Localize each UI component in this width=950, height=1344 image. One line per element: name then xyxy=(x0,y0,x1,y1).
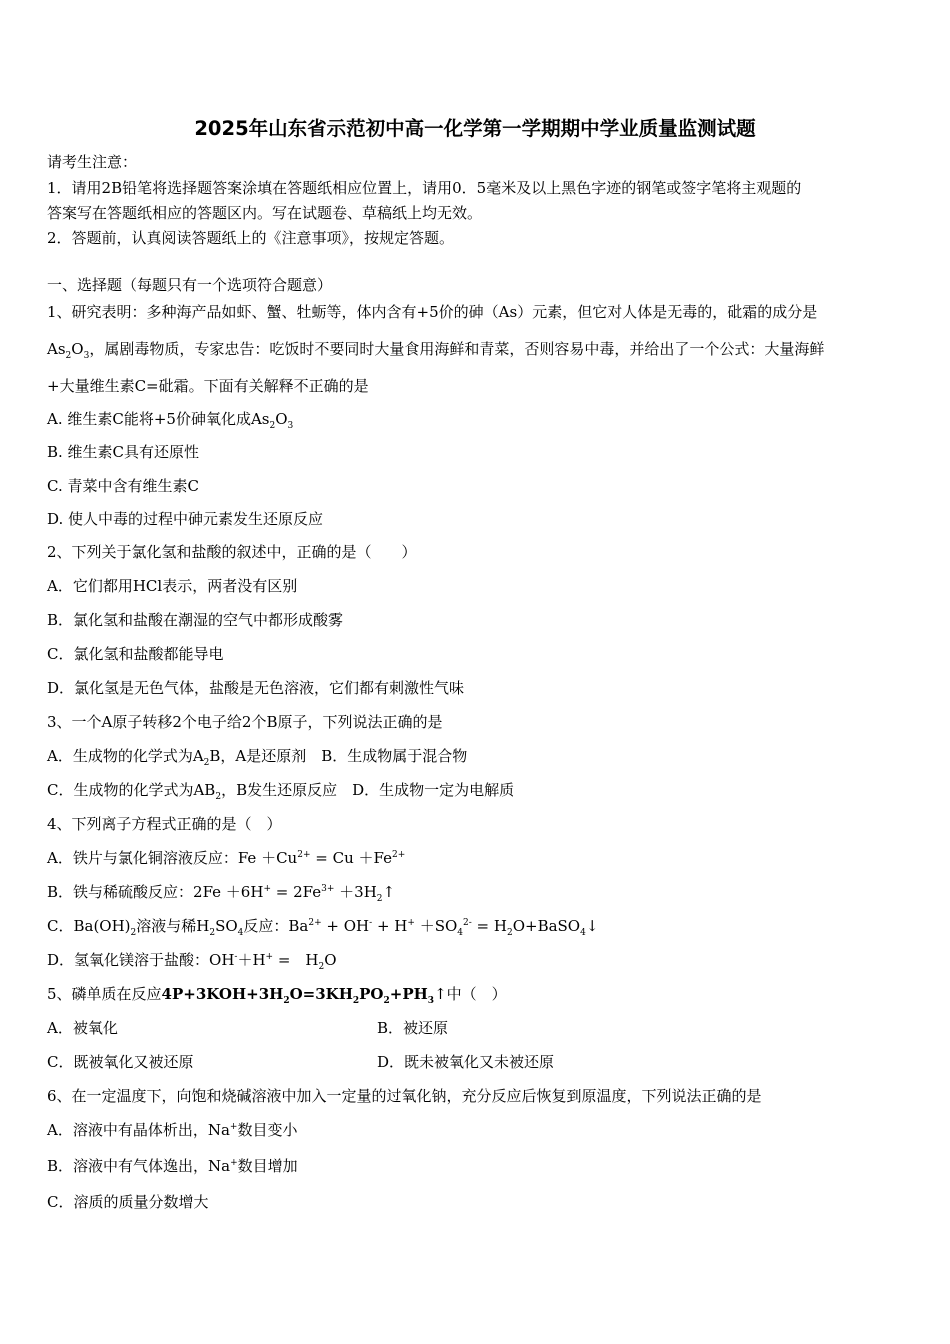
q1-option-d: D. 使人中毒的过程中砷元素发生还原反应 xyxy=(47,510,324,528)
notice-item-1b: 答案写在答题纸相应的答题区内。写在试题卷、草稿纸上均无效。 xyxy=(47,204,483,222)
q2-option-d: D．氯化氢是无色气体，盐酸是无色溶液，它们都有刺激性气味 xyxy=(47,679,465,697)
q6-stem: 6、在一定温度下，向饱和烧碱溶液中加入一定量的过氧化钠，充分反应后恢复到原温度，下列说法正确的是 xyxy=(47,1087,762,1105)
q2-option-a: A．它们都用HCl表示，两者没有区别 xyxy=(47,577,298,595)
page-title: 2025年山东省示范初中高一化学第一学期期中学业质量监测试题 xyxy=(194,117,756,140)
q2-stem: 2、下列关于氯化氢和盐酸的叙述中，正确的是（ ） xyxy=(47,543,417,561)
notice-item-2: 2．答题前，认真阅读答题纸上的《注意事项》，按规定答题。 xyxy=(47,229,455,247)
q2-option-b: B．氯化氢和盐酸在潮湿的空气中都形成酸雾 xyxy=(47,611,344,629)
q4-option-c: C．$Ba(OH)_2$溶液与稀$H_2SO_4$反应：$Ba^{2+} + OH^- + H^+ +SO_4^{2-}$ = $H_2O+BaSO_4↓$ xyxy=(47,917,599,938)
notice-item-1a: 1．请用2B铅笔将选择题答案涂填在答题纸相应位置上，请用0．5毫米及以上黑色字迹的钢笔或签字笔将主观题的 xyxy=(47,179,802,197)
q1-option-b: B. 维生素C具有还原性 xyxy=(47,443,200,461)
q6-option-a: A．溶液中有晶体析出，Na+数目变小 xyxy=(47,1121,298,1139)
q1-option-c: C. 青菜中含有维生素C xyxy=(47,477,199,495)
q4-option-b: B．铁与稀硫酸反应：$2Fe +6H^+ = 2Fe^{3+}$ $+3H_2↑$ xyxy=(47,883,396,904)
q1-stem-line3: +大量维生素C=砒霜。下面有关解释不正确的是 xyxy=(47,377,369,395)
section-heading: 一、选择题（每题只有一个选项符合题意） xyxy=(47,276,333,294)
q5-option-b: B．被还原 xyxy=(377,1019,449,1037)
notice-heading: 请考生注意： xyxy=(47,153,138,171)
q4-stem: 4、下列离子方程式正确的是（ ） xyxy=(47,815,282,833)
q2-option-c: C．氯化氢和盐酸都能导电 xyxy=(47,645,224,663)
q5-option-d: D．既未被氧化又未被还原 xyxy=(377,1053,555,1071)
q4-option-a: A．铁片与氯化铜溶液反应：$Fe +Cu^{2+} = Cu +Fe^{2+}$ xyxy=(47,849,406,867)
q5-equation: $4P+3KOH+3H_2O=3KH_2PO_2+PH_3$ xyxy=(161,985,435,1006)
q6-option-b: B．溶液中有气体逸出，Na+数目增加 xyxy=(47,1157,298,1175)
q4-option-d: D．氢氧化镁溶于盐酸：OH-＋H+ = $H_2O$ xyxy=(47,951,337,972)
q6-option-c: C．溶质的质量分数增大 xyxy=(47,1193,209,1211)
q5-stem: 5、磷单质在反应$4P+3KOH+3H_2O=3KH_2PO_2+PH_3↑$中（ ） xyxy=(47,985,507,1006)
q1-option-a: A. 维生素C能将+5价砷氧化成$As_2O_3$ xyxy=(47,410,294,431)
q5-option-a: A．被氧化 xyxy=(47,1019,118,1037)
q5-option-c: C．既被氧化又被还原 xyxy=(47,1053,194,1071)
q3-stem: 3、一个A原子转移2个电子给2个B原子，下列说法正确的是 xyxy=(47,713,443,731)
q3-options-cd: C．生成物的化学式为$AB_2$，B发生还原反应 D．生成物一定为电解质 xyxy=(47,781,515,802)
q1-stem-line1: 1、研究表明：多种海产品如虾、蟹、牡蛎等，体内含有+5价的砷（As）元素，但它对人体是无毒的，砒霜的成分是 xyxy=(47,303,818,321)
q1-stem-line2: $As_2O_3$，属剧毒物质，专家忠告：吃饭时不要同时大量食用海鲜和青菜，否则容易中毒，并给出了一个公式：大量海鲜 xyxy=(47,340,825,361)
q3-options-ab: A．生成物的化学式为$A_2B$，A是还原剂 B．生成物属于混合物 xyxy=(47,747,468,768)
